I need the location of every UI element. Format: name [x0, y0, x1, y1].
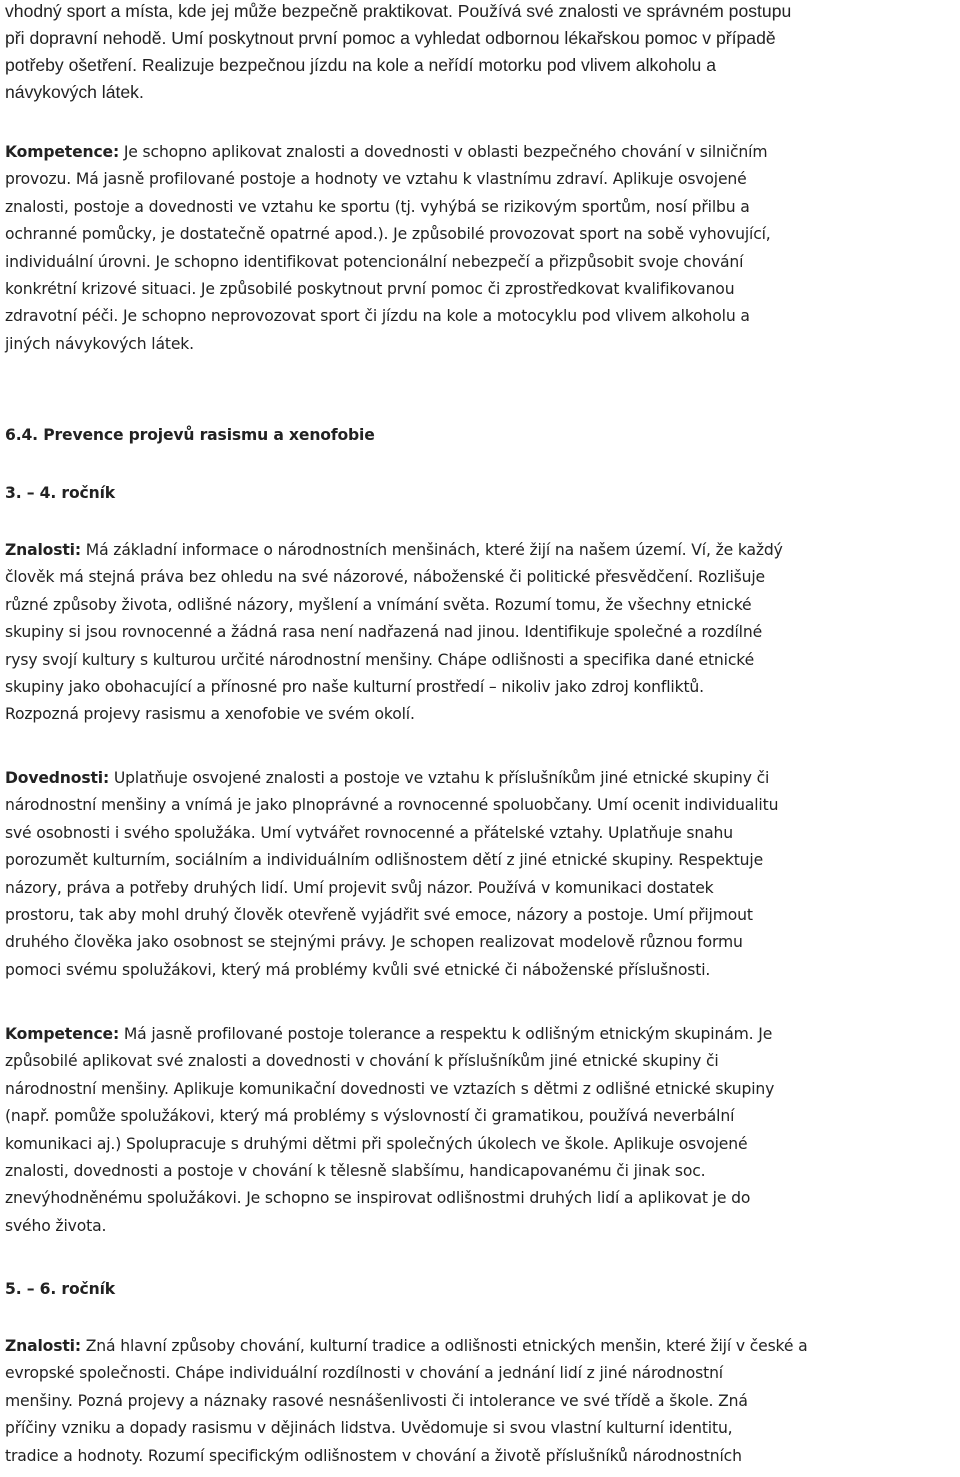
grade-3-4-knowledge: Znalosti: Má základní informace o národnostních menšinách, které žijí na našem území. Ví, že každý člověk má stejná práva bez ohledu na své názorové, náboženské či politické přesvědčení. Rozlišuje různé způsoby života, odlišné názory, myšlení a vnímání světa. Rozumí tomu, že všechny etnické skupiny si jsou rovnocenné a žádná rasa není nadřazená nad jinou. Identifikuje společné a rozdílné rysy svojí kultury s kulturou určité národnostní menšiny. Chápe odlišnosti a specifika dané etnické skupiny jako obohacující a přínosné pro naše kulturní prostředí – nikoliv jako zdroj konfliktů. Rozpozná projevy rasismu a xenofobie ve svém okolí. — [5, 541, 783, 724]
grade-3-4-title: 3. – 4. ročník — [5, 484, 115, 502]
intro-paragraph — [5, 0, 791, 106]
section-title: 6.4. Prevence projevů rasismu a xenofobie — [5, 426, 375, 444]
skills-label: Dovednosti: — [5, 769, 110, 787]
grade-5-6-title: 5. – 6. ročník — [5, 1280, 115, 1298]
grade-3-4-competence: Kompetence: Má jasně profilované postoje tolerance a respektu k odlišným etnickým skupinám. Je způsobilé aplikovat své znalosti a dovednosti v chování k příslušníkům jiné etnické skupiny či národnostní menšiny. Aplikuje komunikační dovednosti ve vztazích s dětmi z odlišné etnické skupiny (např. pomůže spolužákovi, který má problémy s výslovností či gramatikou, používá neverbální komunikaci aj.) Spolupracuje s druhými dětmi při společných úkolech ve škole. Aplikuje osvojené znalosti, dovednosti a postoje v chování k tělesně slabšímu, handicapovanému či jinak soc. znevýhodněnému spolužákovi. Je schopno se inspirovat odlišnostmi druhých lidí a aplikovat je do svého života. — [5, 1025, 775, 1235]
knowledge-label: Znalosti: — [5, 1337, 81, 1355]
competence-label: Kompetence: — [5, 1025, 120, 1043]
competence-label: Kompetence: — [5, 143, 120, 161]
competence-paragraph-1: Kompetence: Je schopno aplikovat znalosti a dovednosti v oblasti bezpečného chování v silničním provozu. Má jasně profilované postoje a hodnoty ve vztahu k vlastnímu zdraví. Aplikuje osvojené znalosti, postoje a dovednosti ve vztahu ke sportu (tj. vyhýbá se rizikovým sportům, nosí přilbu a ochranné pomůcky, je dostatečně opatrné apod.). Je způsobilé provozovat sport na sobě vyhovující, individuální úrovni. Je schopno identifikovat potencionální nebezpečí a přizpůsobit svoje chování konkrétní krizové situaci. Je způsobilé poskytnout první pomoc či zprostředkovat kvalifikovanou zdravotní péči. Je schopno neprovozovat sport či jízdu na kole a motocyklu pod vlivem alkoholu a jiných návykových látek. — [5, 143, 771, 353]
grade-3-4-skills: Dovednosti: Uplatňuje osvojené znalosti a postoje ve vztahu k příslušníkům jiné etnické skupiny či národnostní menšiny a vnímá je jako plnoprávné a rovnocenné spoluobčany. Umí ocenit individualitu své osobnosti i svého spolužáka. Umí vytvářet rovnocenné a přátelské vztahy. Uplatňuje snahu porozumět kulturním, sociálním a individuálním odlišnostem dětí z jiné etnické skupiny. Respektuje názory, práva a potřeby druhých lidí. Umí projevit svůj názor. Používá v komunikaci dostatek prostoru, tak aby mohl druhý člověk otevřeně vyjádřit své emoce, názory a postoje. Umí přijmout druhého člověka jako osobnost se stejnými právy. Je schopen realizovat modelově různou formu pomoci svému spolužákovi, který má problémy kvůli své etnické či náboženské příslušnosti. — [5, 769, 779, 979]
intro-text: vhodný sport a místa, kde jej může bezpečně praktikovat. Používá své znalosti ve správném postupu při dopravní nehodě. Umí poskytnout první pomoc a vyhledat odbornou lékařskou pomoc v případě potřeby ošetření. Realizuje bezpečnou jízdu na kole a neřídí motorku pod vlivem alkoholu a návykových látek. — [5, 1, 792, 102]
knowledge-label: Znalosti: — [5, 541, 81, 559]
grade-5-6-knowledge: Znalosti: Zná hlavní způsoby chování, kulturní tradice a odlišnosti etnických menšin, které žijí v české a evropské společnosti. Chápe individuální rozdílnosti v chování a jednání lidí z jiné národnostní menšiny. Pozná projevy a náznaky rasové nesnášenlivosti či intolerance ve své třídě a škole. Zná příčiny vzniku a dopady rasismu v dějinách lidstva. Uvědomuje si svou vlastní kulturní identitu, tradice a hodnoty. Rozumí specifickým odlišnostem v chování a životě příslušníků národnostních — [5, 1337, 808, 1465]
